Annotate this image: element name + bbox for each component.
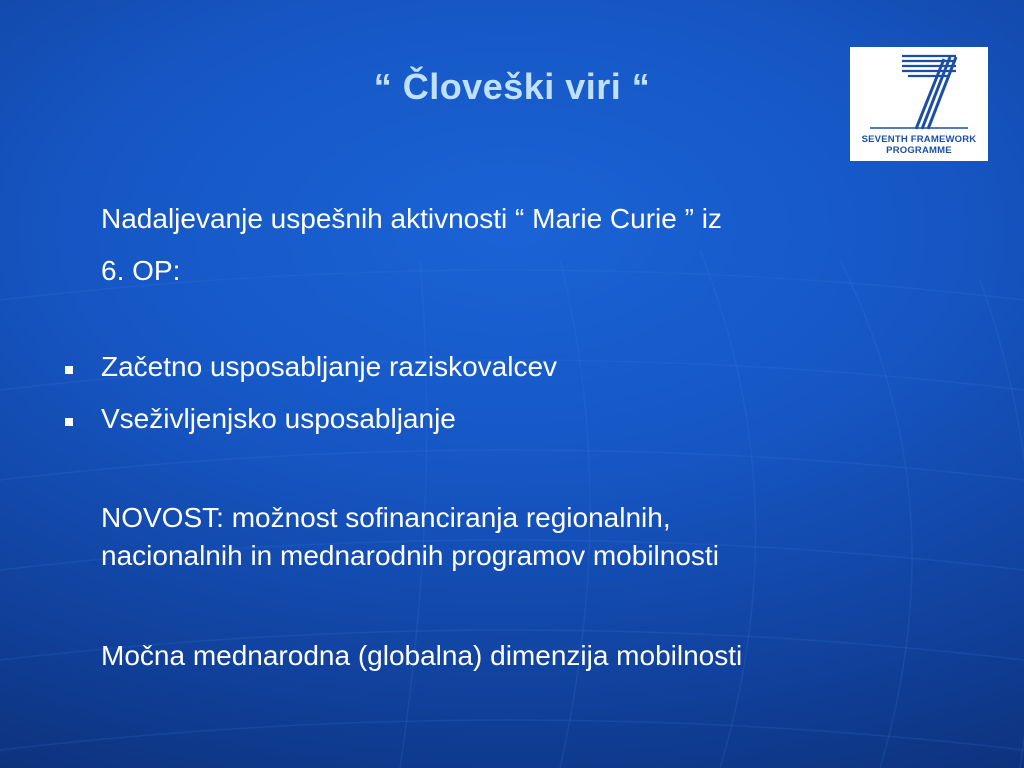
- novost-line-2: nacionalnih in mednarodnih programov mobilnosti: [101, 540, 719, 571]
- intro-line-2: 6. OP:: [101, 255, 181, 286]
- bullet-marker-1: [65, 366, 73, 374]
- bullet-item-1: Začetno usposabljanje raziskovalcev: [101, 351, 558, 382]
- intro-line-1: Nadaljevanje uspešnih aktivnosti “ Marie Curie ” iz: [101, 203, 722, 234]
- global-dimension-line: Močna mednarodna (globalna) dimenzija mobilnosti: [101, 640, 743, 671]
- bullet-item-2: Vseživljenjsko usposabljanje: [101, 403, 456, 434]
- logo-caption-line2: PROGRAMME: [886, 145, 952, 156]
- bullet-marker-2: [65, 418, 73, 426]
- logo-caption-line1: SEVENTH FRAMEWORK: [861, 134, 977, 145]
- fp7-seven-logo-icon: [850, 47, 988, 133]
- novost-line-1: NOVOST: možnost sofinanciranja regionalnih,: [101, 502, 671, 533]
- slide-title: “ Človeški viri “: [373, 66, 651, 107]
- fp7-logo: [850, 47, 988, 161]
